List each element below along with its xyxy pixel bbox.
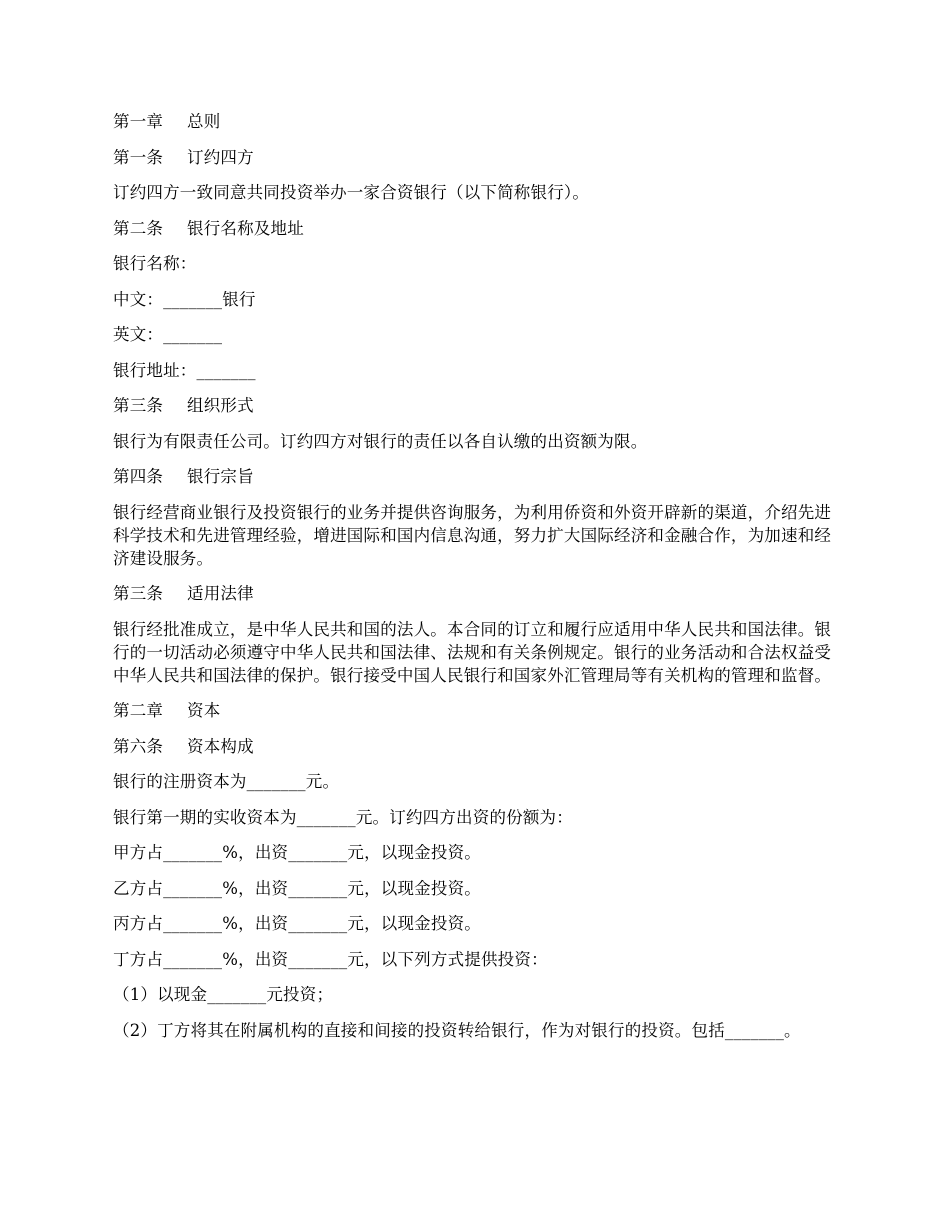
heading-number: 第三条 [113,584,164,603]
paragraph: 银行为有限责任公司。订约四方对银行的责任以各自认缴的出资额为限。 [113,431,648,451]
heading-title: 资本构成 [187,736,254,756]
paragraph: 银行经批准成立，是中华人民共和国的法人。本合同的订立和履行应适用中华人民共和国法律。银行的一切活动必须遵守中华人民共和国法律、法规和有关条例规定。银行的业务活动和合法权益受中华人民共和国法律的保护。银行接受中国人民银行和国家外汇管理局等有关机构的管理和监督。 [113,619,832,685]
heading-number: 第一章 [113,112,164,131]
article-heading [113,465,843,488]
heading-number: 第一条 [113,147,164,167]
paragraph: 订约四方一致同意共同投资举办一家合资银行（以下简称银行）。 [113,183,590,202]
paragraph: （1）以现金_______元投资； [113,985,334,1004]
article-heading [113,146,843,169]
paragraph: 乙方占_______%，出资_______元，以现金投资。 [113,878,481,898]
chapter-heading [113,110,843,133]
heading-number: 第二章 [113,701,164,720]
heading-title: 适用法律 [187,584,254,603]
heading-number: 第三条 [113,396,164,415]
heading-title: 订约四方 [187,147,254,167]
article-heading [113,394,843,417]
heading-number: 第二条 [113,218,164,238]
paragraph: 银行名称： [113,254,197,273]
heading-number: 第六条 [113,736,164,756]
heading-title: 银行名称及地址 [187,218,304,238]
paragraph: （2）丁方将其在附属机构的直接和间接的投资转给银行，作为对银行的投资。包括_______。 [113,1020,801,1040]
paragraph: 银行的注册资本为_______元。 [113,772,340,791]
document-page [113,110,843,1054]
heading-title: 资本 [187,701,221,720]
article-heading [113,217,843,240]
chapter-heading [113,699,843,722]
paragraph: 甲方占_______%，出资_______元，以现金投资。 [113,843,481,862]
article-heading [113,582,843,605]
heading-number: 第四条 [113,467,164,486]
paragraph: 银行地址：_______ [113,360,256,380]
paragraph: 中文：_______银行 [113,289,256,309]
article-heading [113,735,843,758]
paragraph: 银行经营商业银行及投资银行的业务并提供咨询服务，为利用侨资和外资开辟新的渠道，介绍先进科学技术和先进管理经验，增进国际和国内信息沟通，努力扩大国际经济和金融合作，为加速和经济建设服务。 [113,502,832,568]
paragraph: 银行第一期的实收资本为_______元。订约四方出资的份额为： [113,807,573,827]
paragraph: 英文：_______ [113,325,223,344]
heading-title: 银行宗旨 [187,467,254,486]
paragraph: 丁方占_______%，出资_______元，以下列方式提供投资： [113,949,548,969]
heading-title: 总则 [187,112,221,131]
paragraph: 丙方占_______%，出资_______元，以现金投资。 [113,914,481,933]
heading-title: 组织形式 [187,396,254,415]
